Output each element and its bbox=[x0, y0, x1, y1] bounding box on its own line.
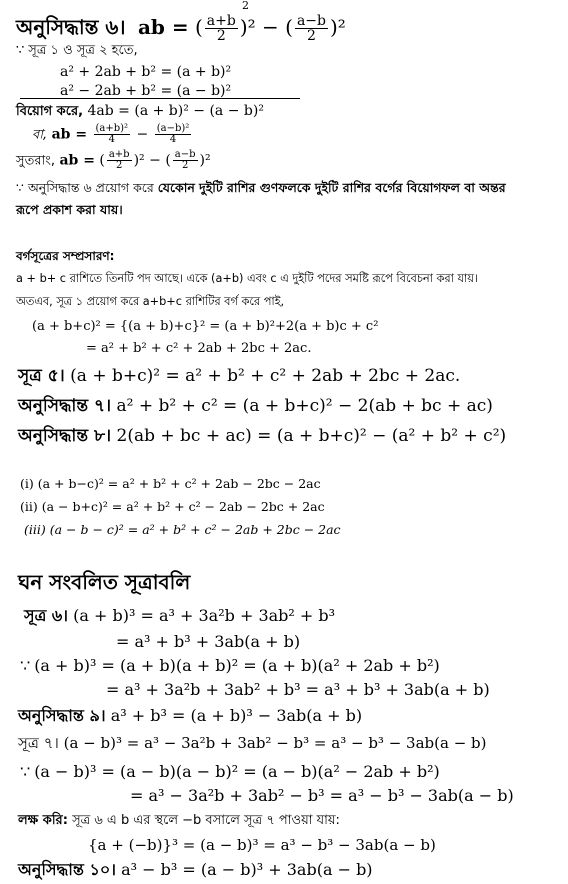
fraction-denominator: 2 bbox=[216, 28, 226, 44]
proof-6-intro bbox=[16, 44, 138, 57]
fraction-numerator: (a−b)² bbox=[156, 123, 190, 134]
observe-line bbox=[18, 814, 340, 827]
fraction-denominator: 4 bbox=[108, 134, 115, 145]
fraction-denominator: 2 bbox=[116, 160, 123, 171]
fraction-numerator: a+b bbox=[206, 13, 236, 29]
therefore-icon: ∵ bbox=[16, 43, 25, 58]
corollary-9-equation: a³ + b³ = (a + b)³ − 3ab(a + b) bbox=[110, 706, 363, 725]
corollary-10-equation: a³ − b³ = (a − b)³ + 3ab(a − b) bbox=[121, 860, 373, 879]
proof-cube-1-line-1 bbox=[20, 658, 440, 674]
fraction-numerator: a−b bbox=[174, 149, 196, 160]
formula-5-equation: (a + b+c)² = a² + b² + c² + 2ab + 2bc + 2ac. bbox=[70, 366, 461, 386]
proof-cube-2-eq1: (a − b)³ = (a − b)(a − b)² = (a − b)(a² − 2ab + b²) bbox=[34, 762, 440, 781]
proof-6-sutarang bbox=[16, 150, 211, 171]
open-paren: ( bbox=[285, 15, 293, 39]
formula-6 bbox=[24, 608, 335, 624]
corollary-10 bbox=[18, 862, 373, 878]
formula-5 bbox=[18, 368, 460, 385]
proof-6-eq2: a² − 2ab + b² = (a − b)² bbox=[60, 83, 232, 99]
open-paren: ( bbox=[194, 15, 203, 39]
sutarang-lhs: ab = bbox=[59, 152, 95, 169]
formula-6-line-2: = a³ + b³ + 3ab(a + b) bbox=[116, 632, 301, 651]
square-expansion-p2: অতএব, সূত্র ১ প্রয়োগ করে a+b+c রাশিটির বর্গ করে পাই, bbox=[16, 295, 285, 308]
formula-7-label: সূত্র ৭। bbox=[18, 734, 59, 752]
sutarang-label: সুতরাং, bbox=[16, 153, 55, 169]
square-expansion-eq1: (a + b+c)² = {(a + b)+c}² = (a + b)²+2(a + b)c + c² bbox=[32, 319, 379, 334]
formula-5-label: সূত্র ৫। bbox=[18, 366, 65, 386]
corollary-7 bbox=[18, 398, 493, 415]
observe-text: সূত্র ৬ এ b এর স্থলে −b বসালে সূত্র ৭ পাওয়া যায়: bbox=[72, 813, 340, 828]
observe-equation: {a + (−b)}³ = (a − b)³ = a³ − b³ − 3ab(a − b) bbox=[88, 836, 436, 854]
corollary-8-label: অনুসিদ্ধান্ত ৮। bbox=[18, 426, 112, 446]
remark-line-2: রূপে প্রকাশ করা যায়। bbox=[16, 202, 123, 217]
power: )² bbox=[329, 15, 346, 39]
corollary-8-equation: 2(ab + bc + ac) = (a + b+c)² − (a² + b² + c²) bbox=[116, 426, 507, 446]
cube-section-heading: ঘন সংবলিত সূত্রাবলি bbox=[18, 570, 191, 594]
square-expansion-eq2: = a² + b² + c² + 2ab + 2bc + 2ac. bbox=[86, 341, 312, 356]
open-paren: ( bbox=[99, 152, 105, 169]
fraction-numerator: (a+b)² bbox=[95, 123, 129, 134]
ba-lhs: ab = bbox=[51, 126, 88, 143]
fraction-denominator: 4 bbox=[169, 134, 177, 145]
therefore-icon: ∵ bbox=[20, 762, 31, 781]
corollary-6-lhs: ab = bbox=[137, 15, 189, 39]
corollary-7-equation: a² + b² + c² = (a + b+c)² − 2(ab + bc + ac) bbox=[116, 396, 493, 416]
corollary-8 bbox=[18, 428, 506, 445]
fraction-a-minus-b bbox=[295, 14, 328, 43]
formula-6-equation-1: (a + b)³ = a³ + 3a²b + 3ab² + b³ bbox=[73, 606, 336, 625]
fraction-denominator: 2 bbox=[181, 160, 189, 171]
power-minus: )² − bbox=[133, 152, 161, 169]
corollary-6-label: অনুসিদ্ধান্ত ৬। bbox=[16, 15, 126, 39]
fraction-a-plus-b bbox=[205, 14, 238, 43]
therefore-icon: ∵ bbox=[20, 656, 31, 675]
proof-6-ba bbox=[32, 124, 193, 145]
open-paren: ( bbox=[165, 152, 171, 169]
proof-6-subtract bbox=[16, 104, 264, 118]
proof-cube-1-eq1: (a + b)³ = (a + b)(a + b)² = (a + b)(a² + 2ab + b²) bbox=[34, 656, 440, 675]
square-expansion-heading: বর্গসূত্রের সম্প্রসারণ: bbox=[16, 249, 115, 263]
power: )² bbox=[199, 152, 211, 169]
proof-cube-2-line-2: = a³ − 3a²b + 3ab² − b³ = a³ − b³ − 3ab(a − b) bbox=[130, 786, 514, 805]
remark-line-1 bbox=[16, 182, 506, 195]
fraction-s-1 bbox=[107, 150, 132, 171]
fraction-ba-1 bbox=[94, 124, 131, 145]
formula-7 bbox=[18, 736, 487, 751]
divider-rule bbox=[20, 98, 300, 99]
top-superscript: 2 bbox=[242, 0, 249, 12]
square-expansion-p1: a + b+ c রাশিতে তিনটি পদ আছে। একে (a+b) এবং c এ দুইটি পদের সমষ্টি রূপে বিবেচনা করা যায়। bbox=[16, 272, 478, 285]
proof-6-eq1: a² + 2ab + b² = (a + b)² bbox=[60, 64, 232, 80]
example-i: (i) (a + b−c)² = a² + b² + c² + 2ab − 2bc − 2ac bbox=[20, 476, 321, 491]
formula-6-label: সূত্র ৬। bbox=[24, 606, 69, 625]
ba-label: বা, bbox=[32, 127, 48, 143]
remark-prefix: অনুসিদ্ধান্ত ৬ প্রয়োগ করে bbox=[27, 180, 154, 195]
remark-bold-text: যেকোন দুইটি রাশির গুণফলকে দুইটি রাশির বর্গের বিয়োগফল বা অন্তর bbox=[157, 180, 506, 195]
corollary-7-label: অনুসিদ্ধান্ত ৭। bbox=[18, 396, 112, 416]
proof-cube-2-line-1 bbox=[20, 764, 440, 780]
subtract-label: বিয়োগ করে, bbox=[16, 104, 84, 119]
corollary-9-label: অনুসিদ্ধান্ত ৯। bbox=[18, 706, 106, 725]
example-iii: (iii) (a − b − c)² = a² + b² + c² − 2ab + 2bc − 2ac bbox=[24, 522, 341, 537]
proof-intro-text: সূত্র ১ ও সূত্র ২ হতে, bbox=[28, 43, 138, 58]
minus-sign: − bbox=[136, 126, 149, 143]
fraction-s-2 bbox=[173, 150, 198, 171]
fraction-numerator: a−b bbox=[296, 13, 326, 29]
corollary-9 bbox=[18, 708, 362, 724]
therefore-icon: ∵ bbox=[16, 180, 24, 195]
fraction-numerator: a+b bbox=[108, 149, 130, 160]
corollary-10-label: অনুসিদ্ধান্ত ১০। bbox=[18, 860, 117, 879]
fraction-denominator: 2 bbox=[307, 28, 316, 44]
observe-label: লক্ষ করি: bbox=[18, 813, 68, 828]
formula-7-equation: (a − b)³ = a³ − 3a²b + 3ab² − b³ = a³ − b³ − 3ab(a − b) bbox=[63, 734, 487, 752]
proof-cube-1-line-2: = a³ + 3a²b + 3ab² + b³ = a³ + b³ + 3ab(a + b) bbox=[106, 680, 490, 699]
power-minus: )² − bbox=[239, 15, 279, 39]
fraction-ba-2 bbox=[155, 124, 192, 145]
example-ii: (ii) (a − b+c)² = a² + b² + c² − 2ab − 2bc + 2ac bbox=[20, 499, 325, 514]
subtract-equation: 4ab = (a + b)² − (a − b)² bbox=[87, 103, 264, 119]
corollary-6 bbox=[16, 14, 346, 43]
